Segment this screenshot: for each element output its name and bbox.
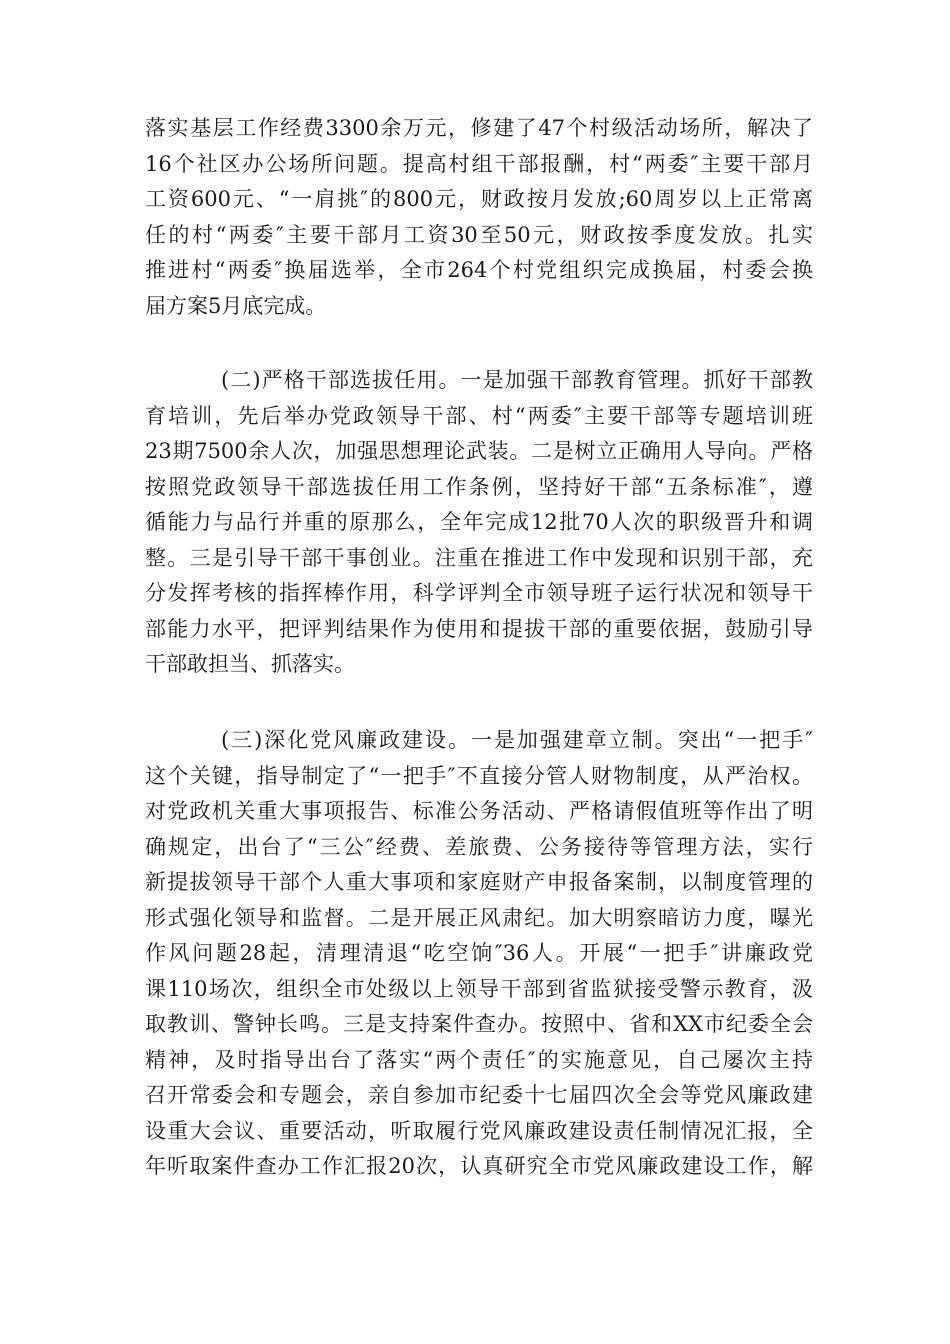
text-line: 对党政机关重大事项报告、标准公务活动、严格请假值班等作出了明: [145, 799, 813, 823]
text-line: 循能力与品行并重的原那么，全年完成12批70人次的职级晋升和调: [145, 510, 813, 534]
text-line: 设重大会议、重要活动，听取履行党风廉政建设责任制情况汇报，全: [145, 1118, 813, 1143]
text-line: 分发挥考核的指挥棒作用，科学评判全市领导班子运行状况和领导干: [145, 581, 813, 605]
text-line: 课110场次，组织全市处级以上领导干部到省监狱接受警示教育，汲: [145, 976, 813, 1001]
paragraph-cadre-selection: [145, 363, 813, 683]
text-line: 按照党政领导干部选拔任用工作条例，坚持好干部“五条标准″，遵: [145, 474, 813, 499]
text-line: 作风问题28起，清理清退“吃空饷″36人。开展“一把手″讲廉政党: [145, 941, 813, 965]
text-line: 新提拔领导干部个人重大事项和家庭财产申报备案制，以制度管理的: [145, 870, 813, 894]
text-line: (二)严格干部选拔任用。一是加强干部教育管理。抓好干部教: [221, 368, 813, 392]
text-line: 育培训，先后举办党政领导干部、村“两委″主要干部等专题培训班: [145, 403, 813, 428]
text-line: 工资600元、“一肩挑″的800元，财政按月发放;60周岁以上正常离: [145, 187, 813, 211]
text-line: 取教训、警钟长鸣。三是支持案件查办。按照中、省和XX市纪委全会: [145, 1012, 813, 1036]
text-line: 部能力水平，把评判结果作为使用和提拔干部的重要依据，鼓励引导: [145, 616, 813, 641]
text-line: 确规定，出台了“三公″经费、差旅费、公务接待等管理方法，实行: [145, 834, 813, 859]
text-line: 召开常委会和专题会，亲自参加市纪委十七届四次全会等党风廉政建: [145, 1083, 813, 1107]
text-line: 形式强化领导和监督。二是开展正风肃纪。加大明察暗访力度，曝光: [145, 905, 813, 930]
text-line: 精神，及时指导出台了落实“两个责任″的实施意见，自己屡次主持: [145, 1047, 813, 1072]
text-line: 16个社区办公场所问题。提高村组干部报酬，村“两委″主要干部月: [145, 151, 813, 176]
text-line: 干部敢担当、抓落实。: [145, 652, 355, 676]
paragraph-clean-governance: [145, 723, 813, 1185]
text-line: 年听取案件查办工作汇报20次，认真研究全市党风廉政建设工作，解: [145, 1154, 813, 1178]
text-line: 这个关键，指导制定了“一把手″不直接分管人财物制度，从严治权。: [145, 763, 813, 788]
text-line: (三)深化党风廉政建设。一是加强建章立制。突出“一把手″: [221, 728, 813, 752]
text-line: 整。三是引导干部干事创业。注重在推进工作中发现和识别干部，充: [145, 545, 813, 570]
text-line: 任的村“两委″主要干部月工资30至50元，财政按季度发放。扎实: [145, 222, 813, 247]
text-line: 届方案5月底完成。: [145, 293, 327, 318]
text-line: 落实基层工作经费3300余万元，修建了47个村级活动场所，解决了: [145, 116, 813, 140]
paragraph-grassroots-funding: [145, 111, 813, 324]
text-line: 推进村“两委″换届选举，全市264个村党组织完成换届，村委会换: [145, 258, 813, 282]
text-line: 23期7500余人次，加强思想理论武装。二是树立正确用人导向。严格: [145, 439, 813, 463]
